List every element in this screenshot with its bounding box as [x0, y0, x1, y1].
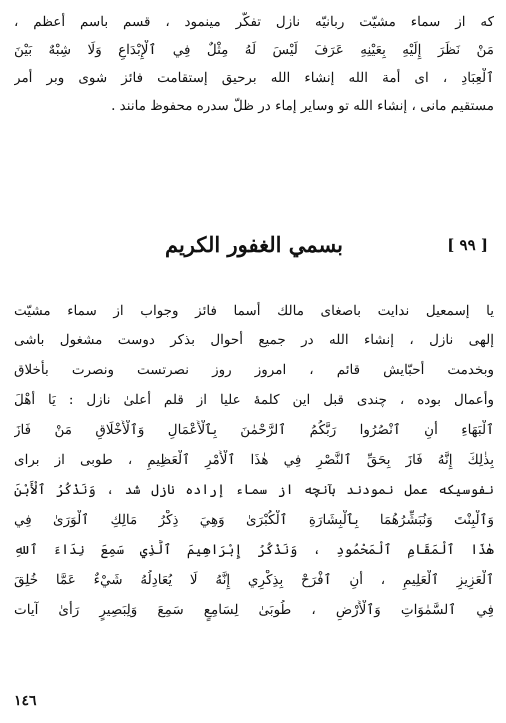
text-line: فِي ٱلسَّمٰوَاتِ وَٱلْأَرْضِ ، طُوبَىٰ لِسَامِعٍ سَمِعَ وَلِبَصِيرٍ رَأَىٰ آيات: [14, 602, 494, 618]
text-line: إلهى نازل ، إنشاء الله در جميع أحوال بذكر دوست مشغول باشى: [14, 332, 494, 348]
tablet-number: [ ٩٩ ]: [447, 236, 488, 254]
text-line: ٱلْعَزِيزِ ٱلْعَلِيمِ ، أَنِ ٱفْرَحْ بِذِكْرِي إِنَّهُ لَا يُعَادِلُهُ شَيْءٌ عَمَّا خُلِقَ: [14, 572, 494, 588]
page-number: ١٤٦: [14, 693, 37, 709]
text-line: وبخدمت أحبّايش قائم ، امروز روز نصرتست ونصرت بأخلاق: [14, 362, 494, 378]
text-line: ٱلْعِبَادِ ، اى أمة الله إنشاء الله برحيق إستقامت فائز شوى وبر أمر: [14, 70, 494, 86]
text-line: كه از سماء مشيّت ربانيّه نازل تفكّر مينمود ، قسم باسم أعظم ،: [14, 14, 494, 30]
text-line: ٱلْبَهَاءِ أَنِ ٱنْصُرُوا رَبَّكُمُ ٱلرَّحْمٰنَ بِٱلْأَعْمَالِ وَٱلْأَخْلَاقِ مَنْ فَازَ: [14, 422, 494, 438]
text-line: وَٱلْبِنْتَ وَنُبَشِّرُهُمَا بِٱلْبِشَارَةِ ٱلْكُبْرَىٰ وَهِيَ ذِكْرُ مَالِكِ ٱلْوَرَىٰ فِي: [14, 512, 494, 528]
text-line: هٰذَا ٱلْمَقَامِ ٱلْمَحْمُودِ ، وَنَذْكُرُ إِبْرَاهِيمَ ٱلَّذِي سَمِعَ نِدَاءَ ٱللهِ: [14, 542, 494, 558]
text-line: مستقيم مانى ، إنشاء الله تو وساير إماء در ظلّ سدره محفوظ مانند .: [111, 98, 494, 114]
tablet-heading: [14, 232, 494, 262]
tablet-title: بسمي الغفور الكريم: [164, 232, 344, 257]
text-line: مَنْ نَظَرَ إِلَيْهِ بِعَيْنِهِ عَرَفَ لَيْسَ لَهُ مِثْلٌ فِي ٱلْإِبْدَاعِ وَلَا شِبْهٌ بَيْنَ: [14, 42, 494, 58]
text-line: وأعمال بوده ، چندى قبل اين كلمهٔ عليا از قلم أعلىٰ نازل : يَا أَهْلَ: [14, 392, 494, 408]
text-line: يا إسمعيل ندايت باصغاى مالك أسما فائز وجواب از سماء مشيّت: [14, 303, 494, 319]
text-line: نفوسيكه عمل نمودند بآنچه از سماء إراده نازل شد ، وَنَذْكُرُ ٱلْأَبْنَ: [14, 482, 494, 498]
text-line: بِذٰلِكَ إِنَّهُ فَازَ بِحَقِّ ٱلنَّصْرِ فِي هٰذَا ٱلْأَمْرِ ٱلْعَظِيمِ ، طوبى از براى: [14, 452, 494, 468]
